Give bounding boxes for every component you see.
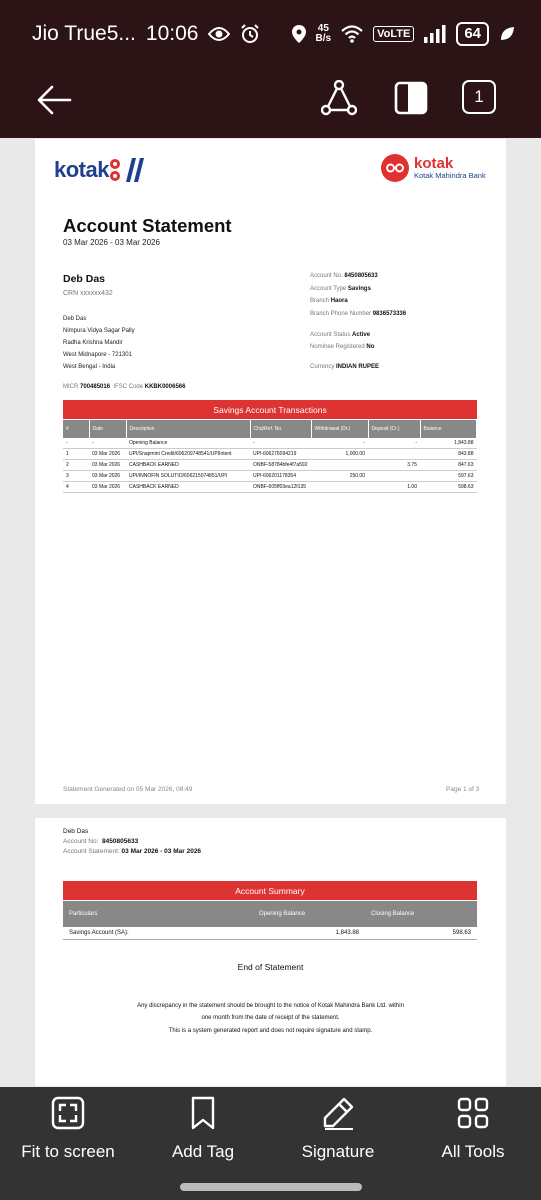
address-line: Deb Das bbox=[63, 316, 87, 322]
battery-indicator: 64 bbox=[456, 22, 489, 46]
kotak-logo: kotak bbox=[54, 157, 145, 183]
wifi-icon bbox=[341, 25, 363, 43]
clock: 10:06 bbox=[145, 22, 199, 45]
column-header: Chq/Ref. No. bbox=[250, 420, 311, 438]
volte-badge: VoLTE bbox=[373, 26, 414, 42]
crn-number: CRN xxxxxx432 bbox=[63, 290, 113, 297]
carrier-label: Jio True5... bbox=[32, 22, 136, 45]
column-header: Opening Balance bbox=[253, 901, 365, 927]
nominee-field: Nominee Registered No bbox=[310, 344, 375, 350]
add-tag-button[interactable]: Add Tag bbox=[138, 1095, 268, 1162]
address-line: Radha Krishna Mandir bbox=[63, 340, 123, 346]
view-mode-icon[interactable] bbox=[393, 80, 429, 116]
table-row: Savings Account (SA): 1,843.88 598.63 bbox=[63, 927, 477, 940]
currency-field: Currency INDIAN RUPEE bbox=[310, 364, 380, 370]
column-header: Closing Balance bbox=[365, 901, 477, 927]
disclaimer-line: one month from the date of receipt of the statement. bbox=[201, 1015, 340, 1021]
account-summary-header: Account Summary bbox=[63, 881, 477, 900]
kotak-bank-circle-icon bbox=[381, 154, 409, 182]
grid-icon bbox=[455, 1095, 491, 1131]
account-type-field: Account Type Savings bbox=[310, 286, 371, 292]
column-header: Deposit (Cr.) bbox=[368, 420, 420, 438]
transactions-header: Savings Account Transactions bbox=[63, 400, 477, 419]
column-header: # bbox=[63, 420, 89, 438]
statement-generated-note: Statement Generated on 05 Mar 2026, 08:49 bbox=[63, 786, 193, 793]
branch-phone-field: Branch Phone Number 9836573336 bbox=[310, 311, 407, 317]
statement-page-2 bbox=[35, 818, 506, 1086]
column-header: Description bbox=[126, 420, 250, 438]
holder-name: Deb Das bbox=[63, 273, 106, 285]
status-bar bbox=[0, 0, 541, 68]
column-header: Particulars bbox=[63, 901, 253, 927]
home-gesture-bar[interactable] bbox=[180, 1183, 362, 1191]
column-header: Balance bbox=[420, 420, 477, 438]
disclaimer-line: This is a system generated report and does not require signature and stamp. bbox=[168, 1028, 373, 1034]
statement-page-1 bbox=[35, 139, 506, 804]
pen-icon bbox=[320, 1095, 356, 1131]
alarm-icon bbox=[240, 24, 260, 44]
account-summary-table bbox=[63, 901, 477, 940]
bottom-toolbar bbox=[0, 1087, 541, 1200]
holder-name: Deb Das bbox=[63, 828, 89, 835]
location-icon bbox=[292, 25, 306, 43]
address-line: Nimpura Vidya Sagar Pally bbox=[63, 328, 135, 334]
account-number-field: Account No: 8450805633 bbox=[63, 838, 139, 845]
kotak-infinity-mark-icon bbox=[109, 157, 145, 183]
page-number: Page 1 of 3 bbox=[446, 786, 480, 793]
page-count-button[interactable]: 1 bbox=[462, 80, 496, 114]
address-line: West Bengal - India bbox=[63, 364, 116, 370]
statement-title: Account Statement bbox=[63, 215, 232, 236]
fit-screen-icon bbox=[50, 1095, 86, 1131]
back-arrow-icon[interactable] bbox=[36, 82, 72, 118]
end-of-statement-title: End of Statement bbox=[237, 962, 304, 972]
column-header: Date bbox=[89, 420, 126, 438]
statement-period: 03 Mar 2026 - 03 Mar 2026 bbox=[63, 238, 160, 247]
kotak-mahindra-bank-logo: kotak Kotak Mahindra Bank bbox=[381, 154, 486, 182]
leaf-icon bbox=[499, 26, 515, 42]
disclaimer-line: Any discrepancy in the statement should be brought to the notice of Kotak Mahindra Bank Ltd. within bbox=[137, 1003, 404, 1009]
statement-period-field: Account Statement: 03 Mar 2026 - 03 Mar 2026 bbox=[63, 848, 202, 855]
all-tools-button[interactable]: All Tools bbox=[408, 1095, 538, 1162]
micr-ifsc-line: MICR 700485016 IFSC Code KKBK0006566 bbox=[63, 384, 186, 390]
address-line: West Midnapore - 721301 bbox=[63, 352, 132, 358]
column-header: Withdrawal (Dr.) bbox=[311, 420, 368, 438]
branch-field: Branch Haora bbox=[310, 298, 348, 304]
share-icon[interactable] bbox=[321, 80, 357, 116]
transactions-table bbox=[63, 420, 477, 493]
network-speed: 45 B/s bbox=[315, 23, 332, 44]
table-row: 4 03 Mar 2026 CASHBACK EARNED ONBF-605ff03ea12f135 1.00 598.63 bbox=[63, 482, 477, 493]
fit-to-screen-button[interactable]: Fit to screen bbox=[3, 1095, 133, 1162]
table-row: 3 03 Mar 2026 UPI/INNOFIN SOLUTIO/606215074851/UPI UPI-606201178354 250.00 597.63 bbox=[63, 471, 477, 482]
table-row: 1 03 Mar 2026 UPI/Snapmint Credit/606209748541/UPIIntent UPI-606276094219 1,000.00 843.88 bbox=[63, 449, 477, 460]
eye-icon bbox=[208, 26, 230, 42]
signature-button[interactable]: Signature bbox=[273, 1095, 403, 1162]
account-status-field: Account Status Active bbox=[310, 332, 371, 338]
app-bar bbox=[0, 68, 541, 138]
table-row: 2 03 Mar 2026 CASHBACK EARNED ONBF-58784bfe4f7a592 3.75 847.63 bbox=[63, 460, 477, 471]
signal-icon bbox=[424, 25, 446, 43]
bookmark-icon bbox=[185, 1095, 221, 1131]
table-row: - - Opening Balance - - - 1,843.88 bbox=[63, 438, 477, 449]
account-number-field: Account No. 8450805633 bbox=[310, 273, 378, 279]
